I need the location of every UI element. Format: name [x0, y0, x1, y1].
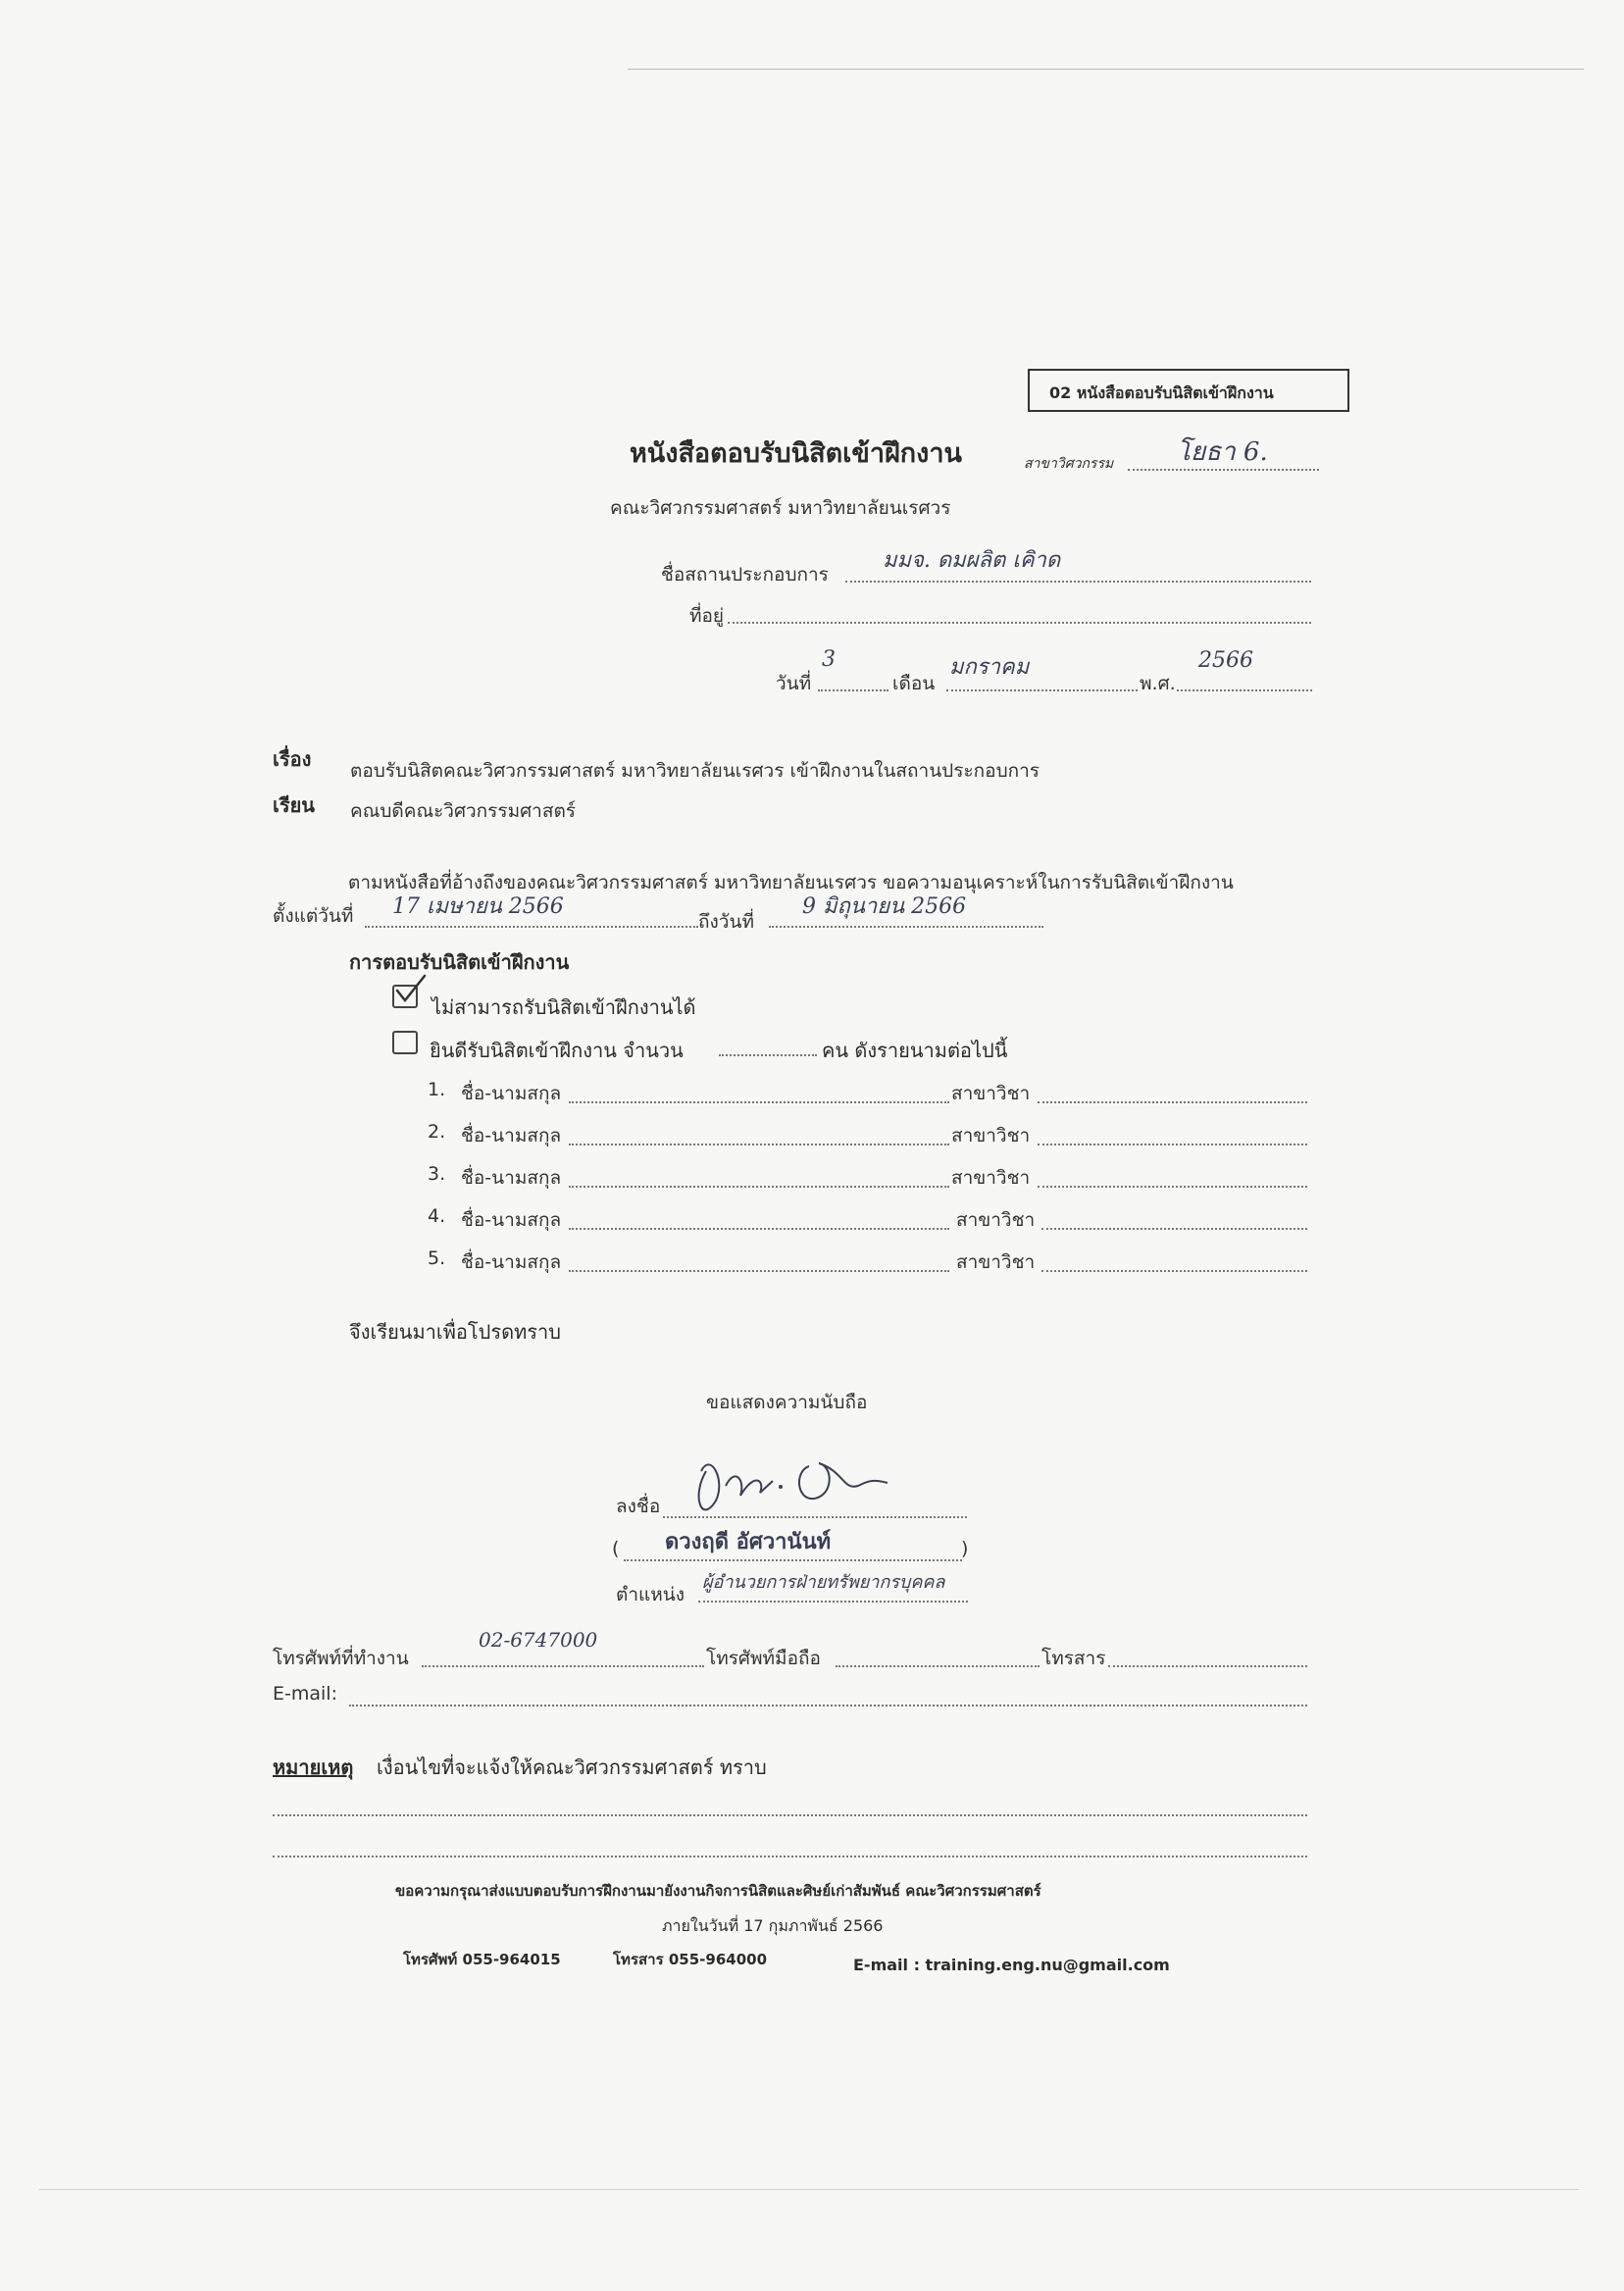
student-name-label: ชื่อ-นามสกุล — [461, 1167, 562, 1189]
footer-phone: โทรศัพท์ 055-964015 — [403, 1951, 561, 1968]
signer-name-dots — [624, 1559, 962, 1561]
option-reject-label: ไม่สามารถรับนิสิตเข้าฝึกงานได้ — [431, 995, 696, 1019]
work-phone-dots — [422, 1665, 704, 1667]
email-label: E-mail: — [273, 1683, 337, 1705]
student-name-dots — [569, 1144, 949, 1146]
accept-checkbox[interactable] — [392, 1031, 418, 1054]
date-day-value: 3 — [822, 647, 836, 672]
mobile-label: โทรศัพท์มือถือ — [706, 1648, 821, 1669]
accept-unit-label: คน ดังรายนามต่อไปนี้ — [822, 1039, 1008, 1062]
checkmark-icon — [394, 974, 428, 1007]
signer-name: ดวงฤดี อัศวานันท์ — [665, 1529, 832, 1554]
student-name-label: ชื่อ-นามสกุล — [461, 1251, 562, 1273]
student-number: 2. — [428, 1121, 446, 1143]
email-dots — [349, 1705, 1307, 1706]
address-label: ที่อยู่ — [689, 605, 725, 627]
period-to-dots — [769, 926, 1043, 928]
period-from-label: ตั้งแต่วันที่ — [273, 905, 354, 927]
student-major-label: สาขาวิชา — [951, 1083, 1031, 1104]
subject-text: ตอบรับนิสิตคณะวิศวกรรมศาสตร์ มหาวิทยาลัยนเรศวร เข้าฝึกงานในสถานประกอบการ — [350, 760, 1040, 782]
regards-text: ขอแสดงความนับถือ — [706, 1392, 868, 1413]
establishment-name-dots — [845, 581, 1311, 583]
position-value: ผู้อำนวยการฝ่ายทรัพยากรบุคคล — [702, 1572, 945, 1593]
recipient-text: คณบดีคณะวิศวกรรมศาสตร์ — [350, 800, 576, 822]
student-major-label: สาขาวิชา — [951, 1167, 1031, 1189]
scan-top-line — [628, 69, 1584, 70]
date-month-value: มกราคม — [949, 655, 1030, 680]
student-major-dots — [1041, 1270, 1307, 1272]
work-phone-label: โทรศัพท์ที่ทำงาน — [273, 1648, 409, 1669]
remark-label: หมายเหตุ — [273, 1756, 354, 1779]
signer-open-paren: ( — [612, 1538, 620, 1559]
position-dots — [698, 1601, 968, 1603]
remark-text: เงื่อนไขที่จะแจ้งให้คณะวิศวกรรมศาสตร์ ทราบ — [377, 1756, 767, 1779]
closing-text: จึงเรียนมาเพื่อโปรดทราบ — [349, 1320, 561, 1344]
work-phone-value: 02-6747000 — [479, 1628, 598, 1652]
remark-line-1 — [273, 1814, 1307, 1816]
date-year-value: 2566 — [1198, 648, 1253, 673]
date-year-dots — [1177, 689, 1312, 691]
student-name-label: ชื่อ-นามสกุล — [461, 1209, 562, 1231]
handwritten-signature — [686, 1442, 912, 1520]
date-day-label: วันที่ — [776, 673, 812, 694]
student-number: 3. — [428, 1163, 446, 1185]
accept-count-dots — [719, 1054, 817, 1056]
period-to-value: 9 มิถุนายน 2566 — [802, 894, 967, 919]
establishment-name-label: ชื่อสถานประกอบการ — [661, 564, 829, 585]
fax-label: โทรสาร — [1041, 1648, 1106, 1669]
student-number: 1. — [428, 1079, 446, 1100]
option-accept-label: ยินดีรับนิสิตเข้าฝึกงาน จำนวน — [430, 1039, 684, 1062]
footer-fax: โทรสาร 055-964000 — [613, 1951, 768, 1968]
date-year-label: พ.ศ. — [1140, 673, 1176, 694]
student-name-label: ชื่อ-นามสกุล — [461, 1125, 562, 1146]
fax-dots — [1108, 1665, 1307, 1667]
establishment-name-value: มมจ. ดมผลิต เคิาด — [883, 548, 1061, 573]
subject-label: เรื่อง — [273, 747, 312, 771]
form-code-label: 02 หนังสือตอบรับนิสิตเข้าฝึกงาน — [1049, 383, 1274, 402]
form-code-box — [1028, 369, 1349, 412]
footer-email: E-mail : training.eng.nu@gmail.com — [853, 1956, 1170, 1974]
acceptance-heading: การตอบรับนิสิตเข้าฝึกงาน — [349, 950, 570, 974]
student-major-dots — [1038, 1186, 1307, 1188]
period-to-label: ถึงวันที่ — [698, 911, 754, 933]
branch-value: โยธา 6. — [1177, 437, 1268, 467]
footer-instruction: ขอความกรุณาส่งแบบตอบรับการฝึกงานมายังงานกิจการนิสิตและศิษย์เก่าสัมพันธ์ คณะวิศวกรรมศาสตร์ — [395, 1882, 1041, 1900]
address-dots — [728, 622, 1311, 624]
branch-label: สาขาวิศวกรรม — [1024, 456, 1114, 472]
student-name-dots — [569, 1186, 949, 1188]
recipient-label: เรียน — [273, 793, 315, 817]
student-major-label: สาขาวิชา — [956, 1209, 1036, 1231]
date-day-dots — [818, 689, 888, 691]
student-name-dots — [569, 1270, 949, 1272]
sign-dots — [663, 1516, 967, 1518]
student-number: 5. — [428, 1247, 446, 1269]
student-name-dots — [569, 1228, 949, 1230]
student-major-dots — [1038, 1101, 1307, 1103]
student-major-dots — [1041, 1228, 1307, 1230]
faculty-subtitle: คณะวิศวกรรมศาสตร์ มหาวิทยาลัยนเรศวร — [610, 497, 951, 519]
body-intro: ตามหนังสือที่อ้างถึงของคณะวิศวกรรมศาสตร์ มหาวิทยาลัยนเรศวร ขอความอนุเคราะห์ในการรับนิสิตเข้าฝึกงาน — [348, 872, 1234, 893]
student-name-label: ชื่อ-นามสกุล — [461, 1083, 562, 1104]
date-month-dots — [946, 689, 1138, 691]
student-number: 4. — [428, 1205, 446, 1227]
period-from-dots — [365, 926, 698, 928]
scan-bottom-line — [39, 2189, 1579, 2190]
period-from-value: 17 เมษายน 2566 — [392, 894, 564, 919]
student-name-dots — [569, 1101, 949, 1103]
student-major-dots — [1038, 1144, 1307, 1146]
student-major-label: สาขาวิชา — [956, 1251, 1036, 1273]
student-major-label: สาขาวิชา — [951, 1125, 1031, 1146]
position-label: ตำแหน่ง — [616, 1584, 685, 1605]
sign-label: ลงชื่อ — [616, 1496, 661, 1517]
document-title: หนังสือตอบรับนิสิตเข้าฝึกงาน — [630, 438, 962, 469]
remark-line-2 — [273, 1856, 1307, 1858]
mobile-dots — [836, 1665, 1040, 1667]
footer-deadline: ภายในวันที่ 17 กุมภาพันธ์ 2566 — [662, 1916, 884, 1935]
date-month-label: เดือน — [892, 673, 936, 694]
signer-close-paren: ) — [961, 1538, 969, 1559]
